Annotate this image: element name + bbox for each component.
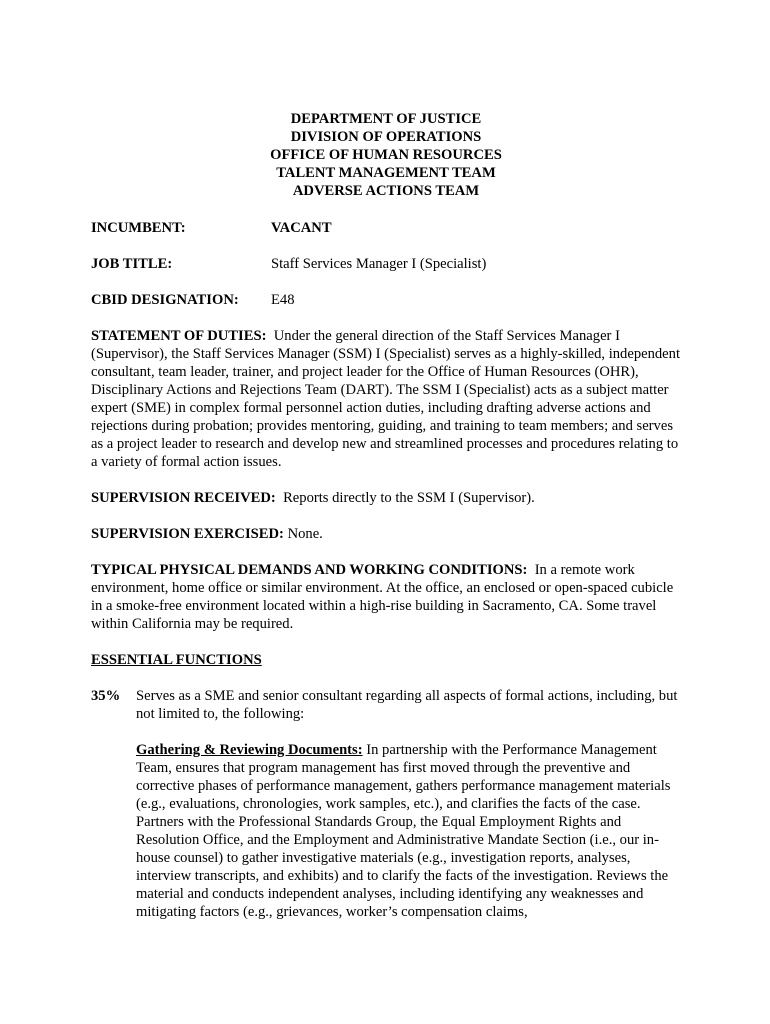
function-sub-text: In partnership with the Performance Management Team, ensures that program management has first moved through the preventive and corrective phases of performance management, gathers performance management materials (e.g., evaluations, chronologies, work samples, etc.), and clarifies the facts of the case. Partners with the Professional Standards Group, the Equal Employment Rights and Resolution Office, and the Employment and Administrative Mandate Section (i.e., our in-house counsel) to gather investigative materials (e.g., investigation reports, analyses, interview transcripts, and exhibits) and to clarify the facts of the investigation. Reviews the material and conducts independent analyses, including identifying any weaknesses and mitigating factors (e.g., grievances, worker’s compensation claims, (136, 742, 671, 920)
job-title-row (91, 255, 681, 273)
job-title-value: Staff Services Manager I (Specialist) (271, 256, 487, 272)
cbid-value: E48 (271, 292, 295, 308)
header-line-division: DIVISION OF OPERATIONS (290, 129, 482, 145)
document-header (91, 110, 681, 200)
function-sub-label: Gathering & Reviewing Documents: (136, 742, 363, 758)
incumbent-label: INCUMBENT: (91, 220, 186, 236)
supervision-received (91, 489, 681, 507)
header-line-unit: ADVERSE ACTIONS TEAM (292, 183, 480, 199)
header-line-office: OFFICE OF HUMAN RESOURCES (270, 147, 502, 163)
function-item (91, 687, 681, 723)
essential-functions-heading: ESSENTIAL FUNCTIONS (91, 652, 262, 668)
function-sub-paragraph (136, 741, 681, 921)
statement-of-duties-label: STATEMENT OF DUTIES: (91, 328, 267, 344)
statement-of-duties (91, 327, 681, 471)
supervision-received-text: Reports directly to the SSM I (Supervisor). (283, 490, 535, 506)
function-text: Serves as a SME and senior consultant regarding all aspects of formal actions, including, but not limited to, the following: (136, 688, 678, 722)
supervision-exercised-label: SUPERVISION EXERCISED: (91, 526, 284, 542)
cbid-row (91, 291, 681, 309)
physical-demands-text: In a remote work environment, home office or similar environment. At the office, an enclosed or open-spaced cubicle in a smoke-free environment located within a high-rise building in Sacramento, CA. Some travel within California may be required. (91, 562, 674, 632)
physical-demands (91, 561, 681, 633)
header-line-team: TALENT MANAGEMENT TEAM (276, 165, 496, 181)
supervision-received-label: SUPERVISION RECEIVED: (91, 490, 276, 506)
physical-demands-label: TYPICAL PHYSICAL DEMANDS AND WORKING CONDITIONS: (91, 562, 528, 578)
function-percent: 35% (91, 688, 121, 704)
job-title-label: JOB TITLE: (91, 256, 173, 272)
supervision-exercised-text: None. (287, 526, 323, 542)
incumbent-row (91, 219, 681, 237)
cbid-label: CBID DESIGNATION: (91, 292, 239, 308)
incumbent-value: VACANT (271, 220, 332, 236)
document-page (91, 110, 681, 921)
header-line-department: DEPARTMENT OF JUSTICE (290, 111, 482, 127)
statement-of-duties-text: Under the general direction of the Staff Services Manager I (Supervisor), the Staff Services Manager (SSM) I (Specialist) serves as a highly-skilled, independent consultant, team leader, trainer, and project leader for the Office of Human Resources (OHR), Disciplinary Actions and Rejections Team (DART). The SSM I (Specialist) acts as a subject matter expert (SME) in complex formal personnel action duties, including drafting adverse actions and rejections during probation; provides mentoring, guiding, and training to team members; and serves as a project leader to research and develop new and streamlined processes and procedures relating to a variety of formal action issues. (91, 328, 681, 470)
supervision-exercised (91, 525, 681, 543)
